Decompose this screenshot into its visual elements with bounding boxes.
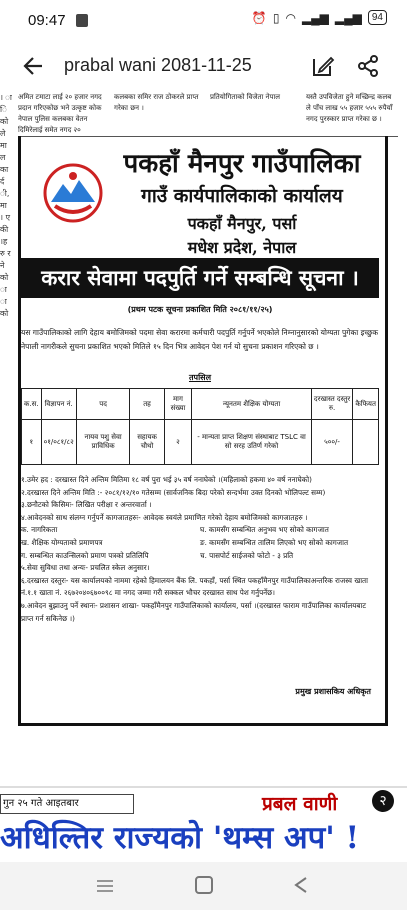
doc-item: ग. सम्बन्धित काउन्सिलको प्रमाण पत्रको प्रतिलिपि — [21, 550, 149, 560]
item-fee: ६.दरखास्त दस्तुरः- यस कार्यालयको नाममा रहेको हिमालयन बैंक लि. पकहाँ, पर्सा स्थित पकहाँमैनपुर गाउँपालिकाअन्तरिक राजस्व खाता नं.१.१ खाता नं. २६७२०४०६७००९८ मा नगद जम्मा गरी सक्कल भौचर दरखास्त साथ पेश गर्नुपर्नेछ। — [21, 575, 369, 598]
table-cell: नायव पशु सेवा प्राविधिक — [76, 420, 130, 465]
notification-icon — [76, 14, 88, 27]
page-title: prabal wani 2081-11-25 — [64, 55, 252, 75]
share-icon[interactable] — [355, 53, 381, 79]
table-header: माग संख्या — [164, 389, 192, 420]
status-icons — [252, 10, 387, 25]
table-header: कैफियत — [353, 389, 379, 420]
doc-item: च. पासपोर्ट साईजको फोटो - ३ प्रति — [200, 550, 294, 560]
table-cell: १ — [22, 420, 42, 465]
top-news-fragment — [18, 92, 398, 137]
back-arrow-icon[interactable] — [20, 52, 48, 80]
table-cell: - मान्यता प्राप्त शिक्षण संस्थाबाट TSLC वा सो सरह उतिर्ण गरेको — [192, 420, 312, 465]
table-header: तह — [130, 389, 164, 420]
item-location: ७.आवेदन बुझाउनु पर्ने स्थानः- प्रशासन शाखा- पकहाँमैनपुर गाउँपालिकाको कार्यालय, पर्सा ।(दरखास्त फाराम गाउँपालिका कार्यालयबाट प्राप्त गर्न सकिनेछ ।) — [21, 600, 366, 623]
table-header: विज्ञापन नं. — [41, 389, 76, 420]
top-news-col-4: यस्तै उपविजेता हुने मच्छिन्द्र कलब ले पाँच लाख ५५ हजार ५५५ रुपैयाँ नगद पुरस्कार प्राप्त गरेका छ । — [306, 93, 393, 123]
vibrate-icon: ▯ — [272, 10, 280, 25]
system-nav-bar — [0, 862, 407, 910]
notice-banner: करार सेवामा पदपुर्ति गर्ने सम्बन्धि सूचना । — [21, 258, 379, 298]
home-button-icon[interactable] — [195, 876, 213, 894]
status-time: 09:47 — [28, 12, 66, 29]
table-cell: ५००/- — [311, 420, 353, 465]
newspaper-masthead: प्रबल वाणी — [262, 793, 338, 815]
nepal-emblem-icon — [41, 162, 105, 224]
item-age: १.उमेर हद : दरखास्त दिने अन्तिम मितिमा १८ वर्ष पुरा भई ३५ वर्ष ननाघेको ।(महिलाको हकमा ४० वर्ष ननाघेको) — [21, 475, 312, 484]
table-cell: सहायक चौथो — [130, 420, 164, 465]
documents-row-1 — [21, 524, 379, 537]
left-column-fragment: । ा ि को ले मा ल का र्द ी, मा । ए की ।हरु र ने को ा ा को — [0, 93, 12, 318]
footer-date: गुन २५ गते आइतबार — [0, 794, 134, 814]
documents-row-2 — [21, 537, 379, 550]
item-selection: ३.छनौटको किसिमः- लिखित परीक्षा र अन्तरवार्ता । — [21, 500, 152, 510]
top-news-col-1: अमित टमाटा लाई २० हजार नगद प्रदान गरिएकोछ भने उत्कृष्ट कोक नेपाल पुलिस कलबका वेतन दिमिरेलाई समेत नगद २० — [18, 93, 102, 134]
doc-item: ङ. कामसँग सम्बन्धित तालिम लिएको भए सोको कागजात — [200, 537, 349, 547]
status-bar — [0, 0, 407, 40]
next-page-fragment — [0, 786, 407, 862]
item-deadline: २.दरखास्त दिने अन्तिम मिति :- २०८१/१२/१० गतेसम्म (सार्वजनिक बिदा परेको सन्दर्भमा उक्त दिनको भोलिपल्ट सम्म) — [21, 487, 326, 497]
table-header: दरखास्त दस्तुर रु. — [311, 389, 353, 420]
signal-icon: ▂▄▆ — [301, 10, 329, 25]
table-header: पद — [76, 389, 130, 420]
publication-date: (प्रथम पटक सूचना प्रकाशित मिति २०८१/११/२५) — [127, 305, 273, 314]
table-header-row — [22, 389, 379, 420]
nav-back-icon[interactable] — [292, 876, 310, 894]
signal-icon-2: ▂▄▆ — [334, 10, 362, 25]
schedule-label: तपसिल — [188, 373, 211, 382]
doc-item: घ. कामसँग सम्बन्धित अनुभव भए सोको कागजात — [200, 525, 329, 535]
notice-paragraph: यस गाउँपालिकाको लागि देहाय बमोजिमको पदमा सेवा करारमा कर्मचारी पदपुर्ति गर्नुपर्ने भएकोले निम्नानुसारको योग्यता पुगेका इच्छुक नेपाली नागरीकले सुचना प्रकाशित भएको मितिले १५ दिन भित्र आवेदन पेश गर्न यो सुचना प्रकाशन गरिएको छ । — [21, 328, 379, 351]
battery-icon: 94 — [368, 10, 387, 25]
notice-items — [21, 474, 379, 625]
notice-location: पकहाँ मैनपुर, पर्सा — [187, 214, 297, 233]
documents-row-3 — [21, 550, 379, 563]
top-news-col-3: प्रतियोगिताको विजेता नेपाल — [210, 93, 280, 101]
page-number-badge: २ — [372, 790, 394, 812]
signature: प्रमुख प्रशासकिय अधिकृत — [295, 686, 371, 696]
alarm-icon: ⏰ — [251, 10, 267, 25]
item-documents: ४.आवेदनको साथ संलग्न गर्नुपर्ने कागजातहरुः- आवेदक स्वयंले प्रमाणित गरेको देहाय बमोजिमको कागजातहरु । — [21, 512, 308, 522]
item-facilities: ५.सेवा सुविधा तथा अन्यः- प्रचलित स्केल अनुसार। — [21, 563, 150, 573]
table-cell: ०१/०८१/८२ — [41, 420, 76, 465]
table-row — [22, 420, 379, 465]
recent-apps-icon[interactable] — [95, 878, 115, 894]
edit-icon[interactable] — [310, 53, 336, 79]
doc-item: ख. शैक्षिक योग्यताको प्रमाणपत्र — [21, 537, 103, 547]
divider — [0, 786, 407, 788]
wifi-icon: ◠ — [285, 10, 296, 25]
top-news-col-2: कलबका समिर राज ठोकरले प्राप्त गरेका छन । — [114, 93, 199, 112]
table-header: न्यूनतम शैक्षिक योग्यता — [192, 389, 312, 420]
notice-title: पकहाँ मैनपुर गाउँपालिका — [123, 149, 361, 179]
headline: अधिल्तिर राज्यको 'थम्स अप' ! — [0, 820, 360, 856]
doc-item: क. नागरिकता — [21, 525, 58, 535]
notice-box — [18, 136, 388, 726]
table-cell — [353, 420, 379, 465]
notice-office: गाउँ कार्यपालिकाको कार्यालय — [141, 185, 343, 207]
table-header: क.स. — [22, 389, 42, 420]
table-cell: २ — [164, 420, 192, 465]
vacancy-table — [21, 388, 379, 465]
newspaper-image[interactable] — [0, 92, 407, 862]
app-bar — [0, 40, 407, 92]
notice-province: मधेश प्रदेश, नेपाल — [187, 238, 297, 257]
